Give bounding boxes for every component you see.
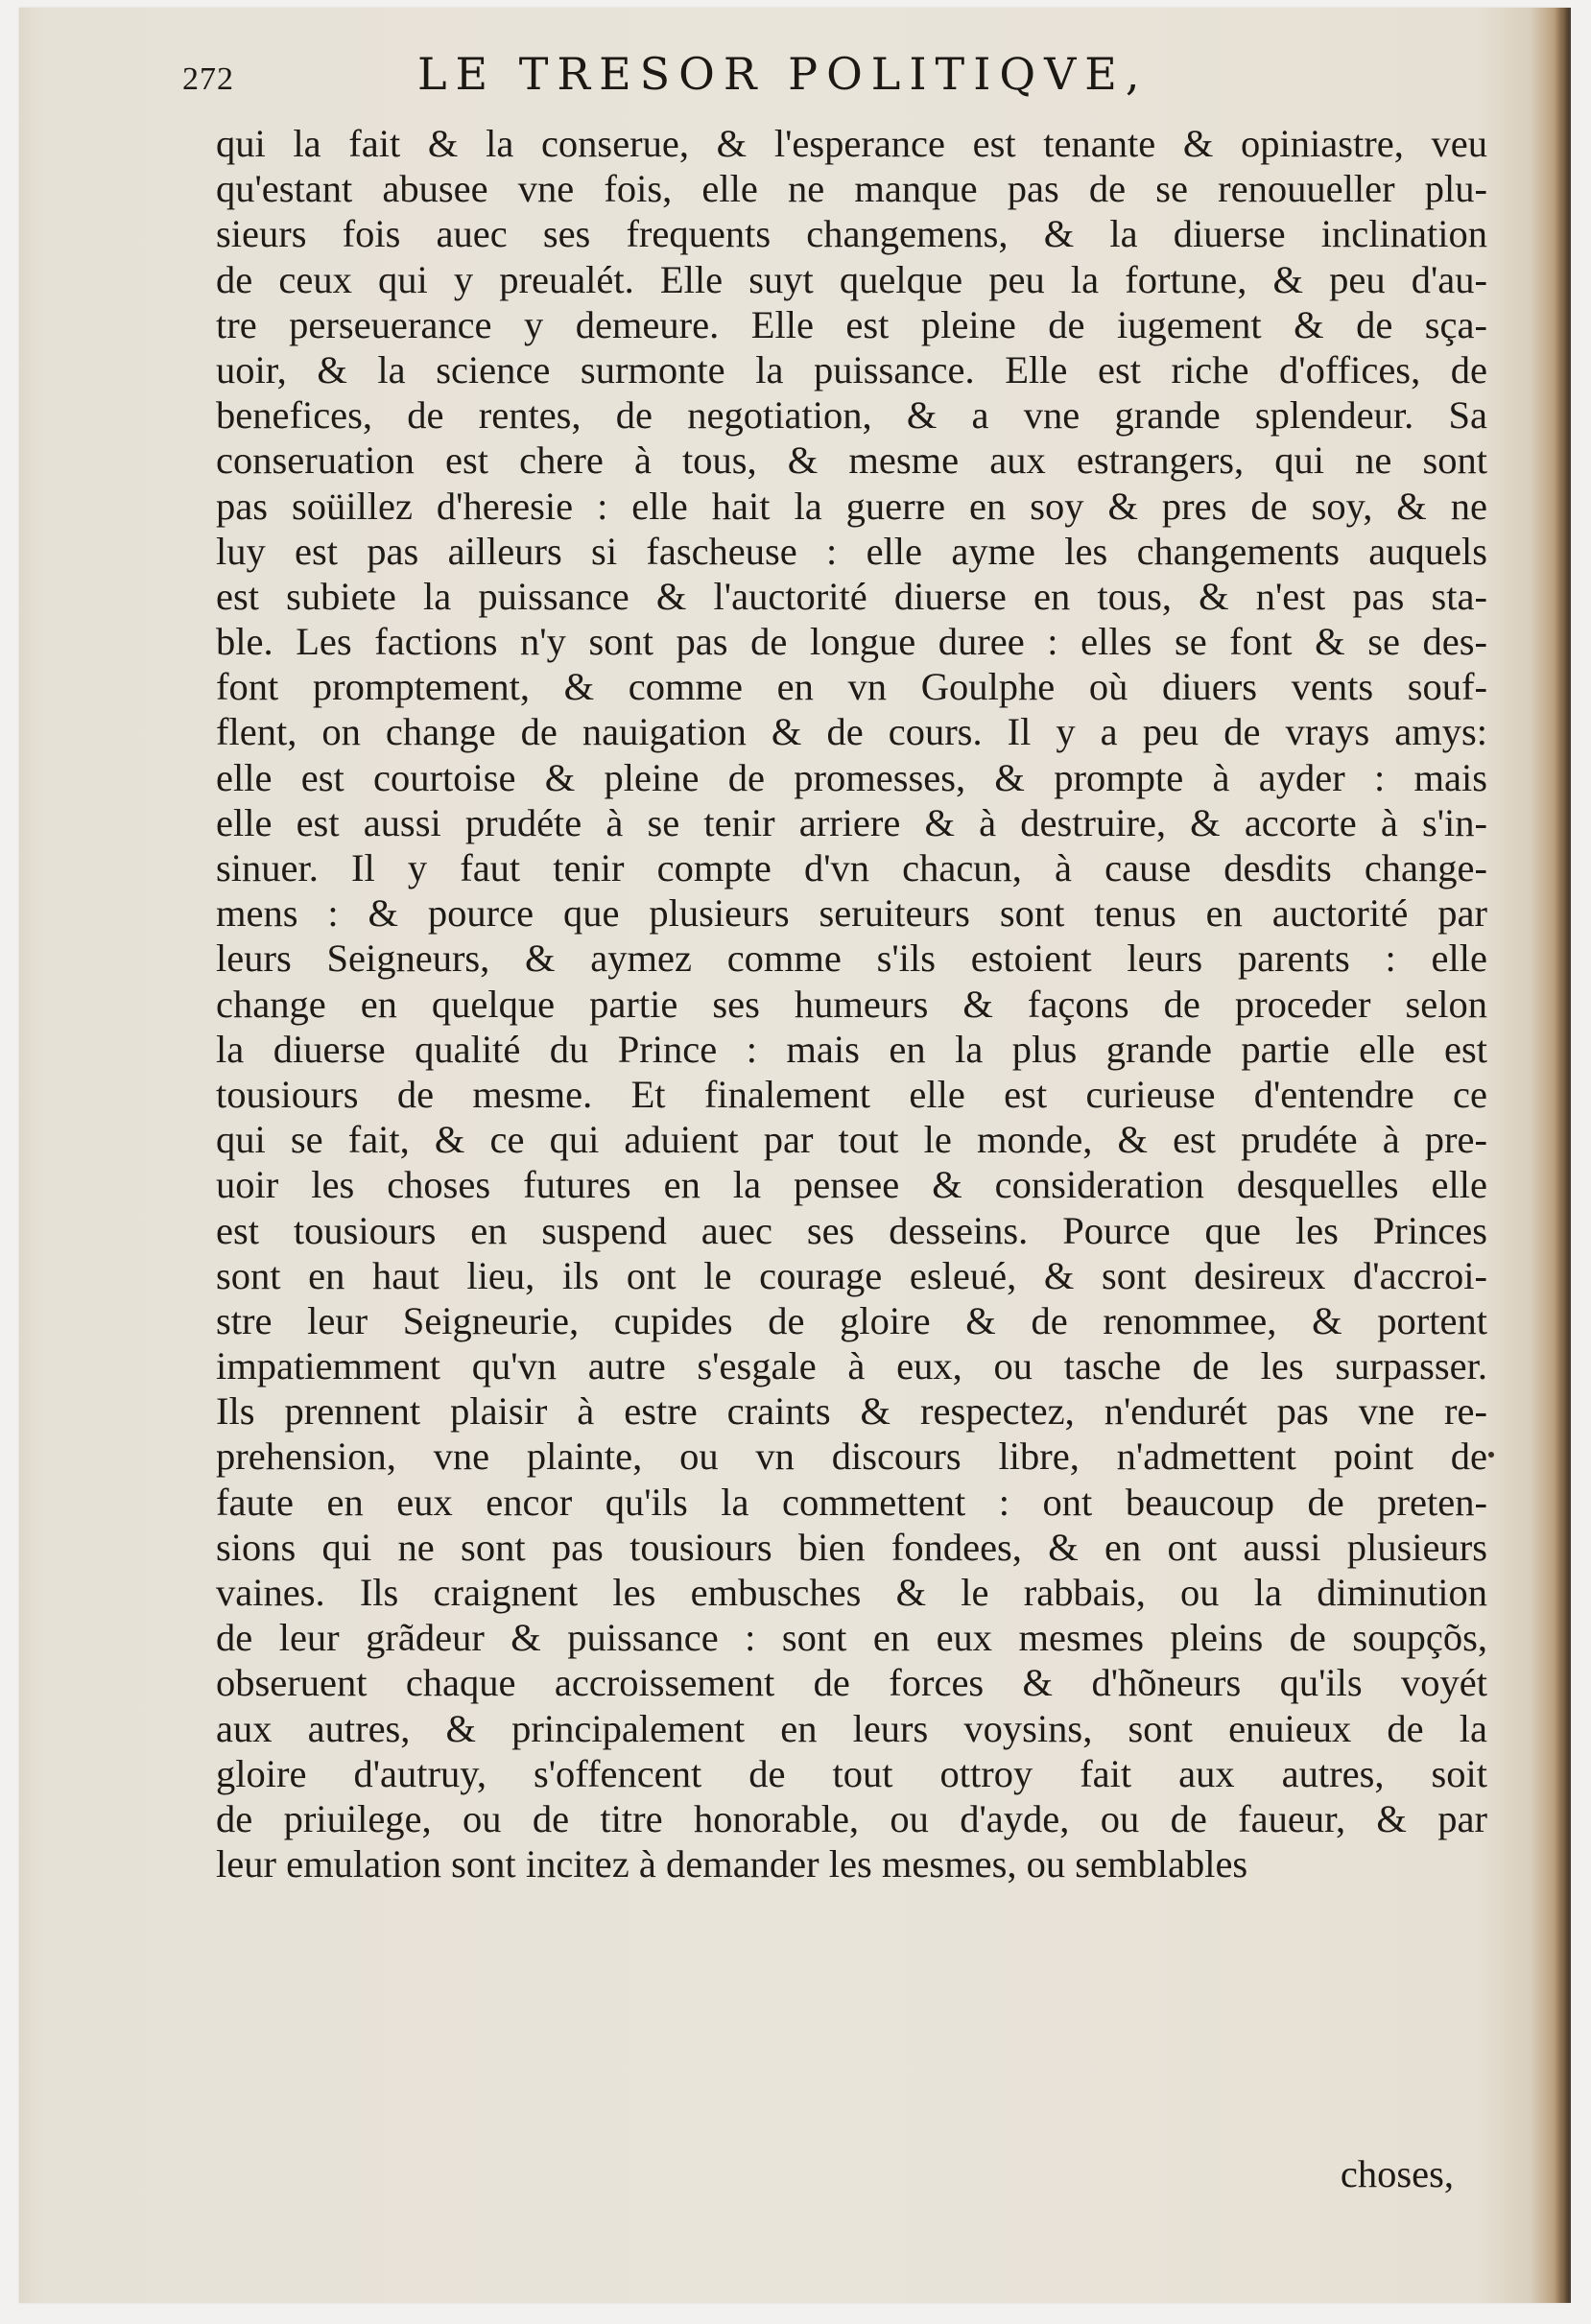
body-text bbox=[216, 121, 1487, 1886]
text-line: sieurs fois auec ses frequents changemens, & la diuerse inclination bbox=[216, 212, 1487, 256]
text-line: elle est courtoise & pleine de promesses, & prompte à ayder : mais bbox=[216, 755, 1487, 799]
text-line: de ceux qui y preualét. Elle suyt quelque peu la fortune, & peu d'au- bbox=[216, 257, 1487, 301]
binding-shadow bbox=[1554, 8, 1571, 2303]
text-line: benefices, de rentes, de negotiation, & a vne grande splendeur. Sa bbox=[216, 393, 1487, 438]
text-line: uoir les choses futures en la pensee & consideration desquelles elle bbox=[216, 1163, 1487, 1207]
text-line: sions qui ne sont pas tousiours bien fondees, & en ont aussi plusieurs bbox=[216, 1525, 1487, 1569]
text-line: mens : & pource que plusieurs seruiteurs sont tenus en auctorité par bbox=[216, 891, 1487, 936]
page-header bbox=[182, 48, 1487, 106]
text-line: vaines. Ils craignent les embusches & le rabbais, ou la diminution bbox=[216, 1571, 1487, 1614]
text-line: font promptement, & comme en vn Goulphe où diuers vents souf- bbox=[216, 665, 1487, 709]
text-line: de leur grãdeur & puissance : sont en eux mesmes pleins de soupçõs, bbox=[216, 1616, 1487, 1660]
text-line: sont en haut lieu, ils ont le courage esleué, & sont desireux d'accroi- bbox=[216, 1253, 1487, 1297]
text-line: Ils prennent plaisir à estre craints & respectez, n'endurét pas vne re- bbox=[216, 1389, 1487, 1434]
text-line: uoir, & la science surmonte la puissance. Elle est riche d'offices, de bbox=[216, 347, 1487, 391]
text-line: gloire d'autruy, s'offencent de tout ottroy fait aux autres, soit bbox=[216, 1751, 1487, 1795]
text-line: obseruent chaque accroissement de forces & d'hõneurs qu'ils voyét bbox=[216, 1661, 1487, 1705]
text-line: de priuilege, ou de titre honorable, ou d'ayde, ou de faueur, & par bbox=[216, 1796, 1487, 1840]
ink-speck bbox=[1488, 1452, 1494, 1458]
text-line: flent, on change de nauigation & de cours. Il y a peu de vrays amys: bbox=[216, 710, 1487, 754]
text-line: change en quelque partie ses humeurs & façons de proceder selon bbox=[216, 982, 1487, 1026]
text-line: tousiours de mesme. Et finalement elle est curieuse d'entendre ce bbox=[216, 1072, 1487, 1116]
text-line: la diuerse qualité du Prince : mais en la plus grande partie elle est bbox=[216, 1027, 1487, 1071]
text-line: ble. Les factions n'y sont pas de longue duree : elles se font & se des- bbox=[216, 620, 1487, 664]
text-line: impatiemment qu'vn autre s'esgale à eux, ou tasche de les surpasser. bbox=[216, 1344, 1487, 1388]
text-line: stre leur Seigneurie, cupides de gloire & de renommee, & portent bbox=[216, 1298, 1487, 1342]
text-line: est tousiours en suspend auec ses desseins. Pource que les Princes bbox=[216, 1208, 1487, 1252]
text-line: luy est pas ailleurs si fascheuse : elle ayme les changements auquels bbox=[216, 529, 1487, 573]
catchword: choses, bbox=[1340, 2152, 1454, 2195]
text-line: qui la fait & la conserue, & l'esperance est tenante & opiniastre, veu bbox=[216, 122, 1487, 165]
book-page bbox=[19, 8, 1569, 2303]
text-line: leurs Seigneurs, & aymez comme s'ils estoient leurs parents : elle bbox=[216, 937, 1487, 981]
text-line: qu'estant abusee vne fois, elle ne manque pas de se renouueller plu- bbox=[216, 167, 1487, 211]
running-title: LE TRESOR POLITIQVE, bbox=[417, 48, 1149, 100]
text-line: conseruation est chere à tous, & mesme aux estrangers, qui ne sont bbox=[216, 439, 1487, 483]
text-line: elle est aussi prudéte à se tenir arriere & à destruire, & accorte à s'in- bbox=[216, 800, 1487, 844]
text-line: sinuer. Il y faut tenir compte d'vn chacun, à cause desdits change- bbox=[216, 846, 1487, 889]
text-line: faute en eux encor qu'ils la commettent : ont beaucoup de preten- bbox=[216, 1480, 1487, 1524]
page-number: 272 bbox=[182, 61, 234, 97]
text-line: qui se fait, & ce qui aduient par tout le monde, & est prudéte à pre- bbox=[216, 1118, 1487, 1162]
text-line: prehension, vne plainte, ou vn discours libre, n'admettent point de bbox=[216, 1435, 1487, 1479]
text-line: pas soüillez d'heresie : elle hait la guerre en soy & pres de soy, & ne bbox=[216, 484, 1487, 528]
text-line: est subiete la puissance & l'auctorité diuerse en tous, & n'est pas sta- bbox=[216, 574, 1487, 618]
text-line: aux autres, & principalement en leurs voysins, sont enuieux de la bbox=[216, 1706, 1487, 1750]
text-line: tre perseuerance y demeure. Elle est pleine de iugement & de sça- bbox=[216, 302, 1487, 346]
text-line: leur emulation sont incitez à demander les mesmes, ou semblables bbox=[216, 1842, 1248, 1886]
